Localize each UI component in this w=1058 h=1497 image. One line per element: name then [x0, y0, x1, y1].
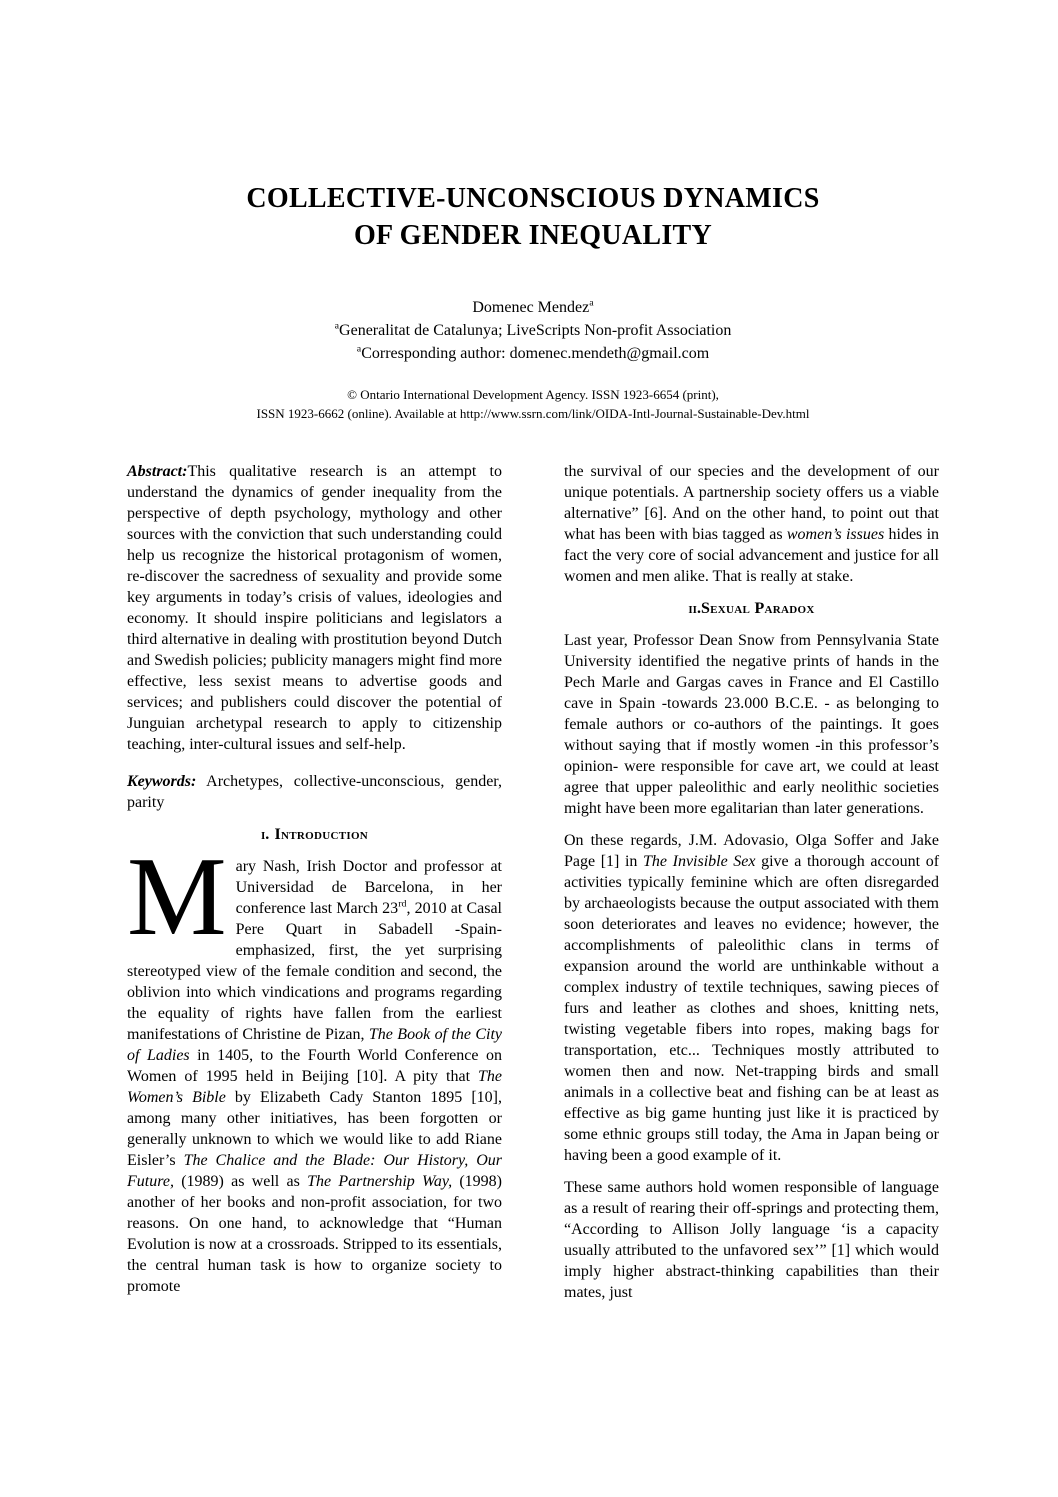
abstract-text: This qualitative research is an attempt to understand the dynamics of gender inequality from the perspective of depth psychology, mythology and other sources with the conviction that such understanding could help us recognize the historical protagonism of women, re-discover the sacredness of sexuality and provide some key arguments in today’s crisis of values, ideologies and economy. It should inspire politicians and legislators a third alternative in dealing with prostitution beyond Dutch and Swedish policies; publicity managers might find more effective, less sexist means to advertise goods and services; and publishers could discover the potential of Junguian archetypal research to apply to citizenship teaching, inter-cultural issues and self-help.: [127, 463, 502, 753]
title-line-1: COLLECTIVE-UNCONSCIOUS DYNAMICS: [246, 183, 820, 214]
keywords-paragraph: [127, 771, 502, 813]
keywords-text: Archetypes, collective-unconscious, gender, parity: [127, 773, 502, 811]
abstract-label: Abstract:: [127, 463, 188, 480]
introduction-text: ary Nash, Irish Doctor and professor at Universidad de Barcelona, in her conference last March 23rd, 2010 at Casal Pere Quart in Sabadell -Spain- emphasized, first, the yet surprising stereotyped view of the female condition and second, the oblivion into which vindications and programs regarding the equality of rights have fallen from the earliest manifestations of Christine de Pizan, The Book of the City of Ladies in 1405, to the Fourth World Conference on Women of 1995 held in Beijing [10]. A pity that The Women’s Bible by Elizabeth Cady Stanton 1895 [10], among many other initiatives, has been forgotten or generally unknown to which we would like to add Riane Eisler’s The Chalice and the Blade: Our History, Our Future, (1989) as well as The Partnership Way, (1998) another of her books and non-profit association, for two reasons. On one hand, to acknowledge that “Human Evolution is now at a crossroads. Stripped to its essentials, the central human task is how to organize society to promote: [127, 858, 503, 1295]
left-column: [127, 461, 502, 1314]
introduction-paragraph: [127, 835, 503, 1297]
author-block: [127, 296, 939, 365]
section-number: i.: [260, 826, 270, 843]
corresponding-mark: a: [356, 343, 362, 355]
author-affiliation-mark: a: [589, 297, 594, 309]
page-title: [127, 180, 939, 254]
author-affiliation: $^a$Generalitat de Catalunya; LiveScripts Non-profit Association: [334, 320, 732, 339]
affiliation-mark: a: [334, 320, 340, 332]
section-title: Introduction: [274, 826, 369, 843]
adovasio-paragraph: On these regards, J.M. Adovasio, Olga Soffer and Jake Page [1] in The Invisible Sex give a thorough account of activities typically feminine which are often disregarded by archaeologists because the output associated with them soon deteriorates and leaves no evidence; however, the accomplishments of paleolithic clans in terms of expansion around the world are unthinkable without a complex industry of textile techniques, sawing pieces of furs and leather as clothes and shoes, knitting nets, twisting vegetable fibers into ropes, making bags for transportation, etc... Techniques mostly attributed to women then and now. Net-trapping birds and small animals in a collective beat and fishing can be at least as effective as big game hunting just like it is practiced by some ethnic groups still today, the Ama in Japan being or having been a good example of it.: [564, 832, 940, 1164]
author-name: Domenec Mendez$^a$: [472, 297, 594, 316]
drop-cap: M: [127, 835, 227, 959]
language-paragraph: These same authors hold women responsible of language as a result of rearing their off-springs and protecting them, “According to Allison Jolly language ‘is a capacity usually attributed to the unfavored sex’” [1] which would imply higher abstract-thinking capabilities than their mates, just: [564, 1179, 939, 1301]
section-heading-sexual-paradox: [564, 598, 939, 619]
publisher-issn-block: [127, 385, 939, 423]
keywords-label: Keywords:: [127, 773, 197, 790]
publisher-line-2: ISSN 1923-6662 (online). Available at http://www.ssrn.com/link/OIDA-Intl-Journal-Sustainable-Dev.html: [256, 406, 810, 421]
corresponding-author: $^a$Corresponding author: domenec.mendeth@gmail.com: [356, 343, 710, 362]
continuation-paragraph: the survival of our species and the development of our unique potentials. A partnership society offers us a viable alternative” [6]. And on the other hand, to point out that what has been with bias tagged as women’s issues hides in fact the very core of social advancement and justice for all women and men alike. That is really at stake.: [564, 463, 940, 585]
dean-snow-paragraph: Last year, Professor Dean Snow from Pennsylvania State University identified the negative prints of hands in the Pech Marle and Gargas caves in France and El Castillo cave in Spain -towards 23.000 B.C.E. - as belonging to female authors or co-authors of the paintings. It goes without saying that if mostly women -in this professor’s opinion- were responsible for cave art, we could at least agree that upper paleolithic and early neolithic societies might have been more egalitarian than later generations.: [564, 632, 939, 817]
title-line-2: OF GENDER INEQUALITY: [353, 220, 713, 251]
section-title: Sexual Paradox: [700, 600, 815, 617]
section-number: ii.: [688, 600, 701, 617]
right-column: [564, 461, 939, 1314]
two-column-body: [127, 461, 939, 1314]
publisher-line-1: © Ontario International Development Agency. ISSN 1923-6654 (print),: [347, 387, 719, 402]
abstract-paragraph: [127, 461, 502, 755]
